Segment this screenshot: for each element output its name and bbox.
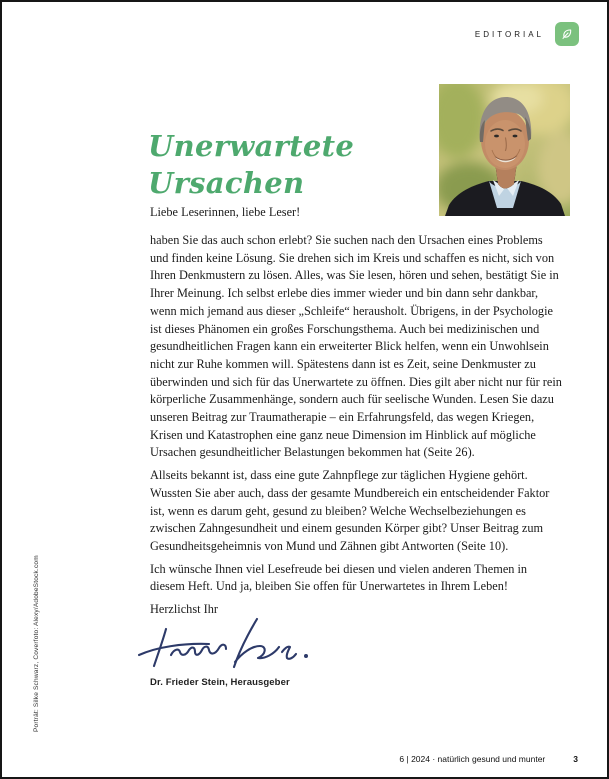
closing-line: Herzlichst Ihr	[150, 602, 218, 617]
salutation: Liebe Leserinnen, liebe Leser!	[150, 205, 301, 219]
paragraph-2: Allseits bekannt ist, dass eine gute Zahnpflege zur täglichen Hygiene gehört. Wussten Sie aber auch, dass der gesamte Mundbereich ein entscheidender Faktor ist, wenn es darum geht, gesund zu bleiben? Welche Wechselbeziehungen es zwischen Zahngesundheit und einem gesunden Körper gibt? Unser Beitrag zum Gesundheitsgeheimnis von Mund und Zähnen gibt Antworten (Seite 10).	[150, 468, 550, 553]
author-caption: Dr. Frieder Stein, Herausgeber	[150, 677, 290, 688]
leaf-icon	[555, 22, 579, 46]
issue-line: 6 | 2024 · natürlich gesund und munter	[399, 754, 546, 764]
page-title-line2: Ursachen	[148, 166, 305, 200]
page-footer	[399, 754, 578, 764]
page-number: 3	[573, 754, 578, 764]
handwritten-signature	[135, 614, 315, 676]
page-title-line1: Unerwartete	[148, 129, 355, 163]
paragraph-1: haben Sie das auch schon erlebt? Sie suchen nach den Ursachen eines Problems und finden keine Lösung. Sie drehen sich im Kreis und schaffen es nicht, sich von Ihren Denkmustern zu lösen. Alles, was Sie lesen, hören und sehen, bestätigt Sie in Ihrer Meinung. Ich selbst erlebe dies immer wieder und bin dann sehr dankbar, wenn mich jemand aus dieser „Schleife“ herausholt. Übrigens, in der Psychologie ist dieses Phänomen ein großes Forschungsthema. Auch bei medizinischen und gesundheitlichen Fragen kann ein erweiterter Blick helfen, wenn ein Unwohlsein nicht zur Ruhe kommen will. Spätestens dann ist es Zeit, seine Denkmuster zu überwinden und sich für das Unerwartete zu öffnen. Dies gilt aber nicht nur für rein körperliche Zusammenhänge, sondern auch für seelische Wunden. Lesen Sie dazu unseren Beitrag zur Traumatherapie – ein Erfahrungsfeld, das wegen Kriegen, Krisen und Katastrophen eine ganz neue Dimension im Hinblick auf mögliche Ursachen gesundheitlicher Belastungen bekommen hat (Seite 26).	[150, 233, 562, 460]
section-label: EDITORIAL	[474, 29, 544, 39]
page-header	[475, 22, 579, 46]
author-portrait-photo	[439, 84, 570, 216]
paragraph-3: Ich wünsche Ihnen viel Lesefreude bei diesen und vielen anderen Themen in diesem Heft. Und ja, bleiben Sie offen für Unerwartetes in Ihrem Leben!	[150, 561, 528, 594]
photo-credits: Porträt: Silke Schwarz, Coverfoto: Alexy/AdobeStock.com	[33, 555, 40, 732]
editorial-body	[150, 232, 564, 624]
page-title	[148, 128, 354, 202]
